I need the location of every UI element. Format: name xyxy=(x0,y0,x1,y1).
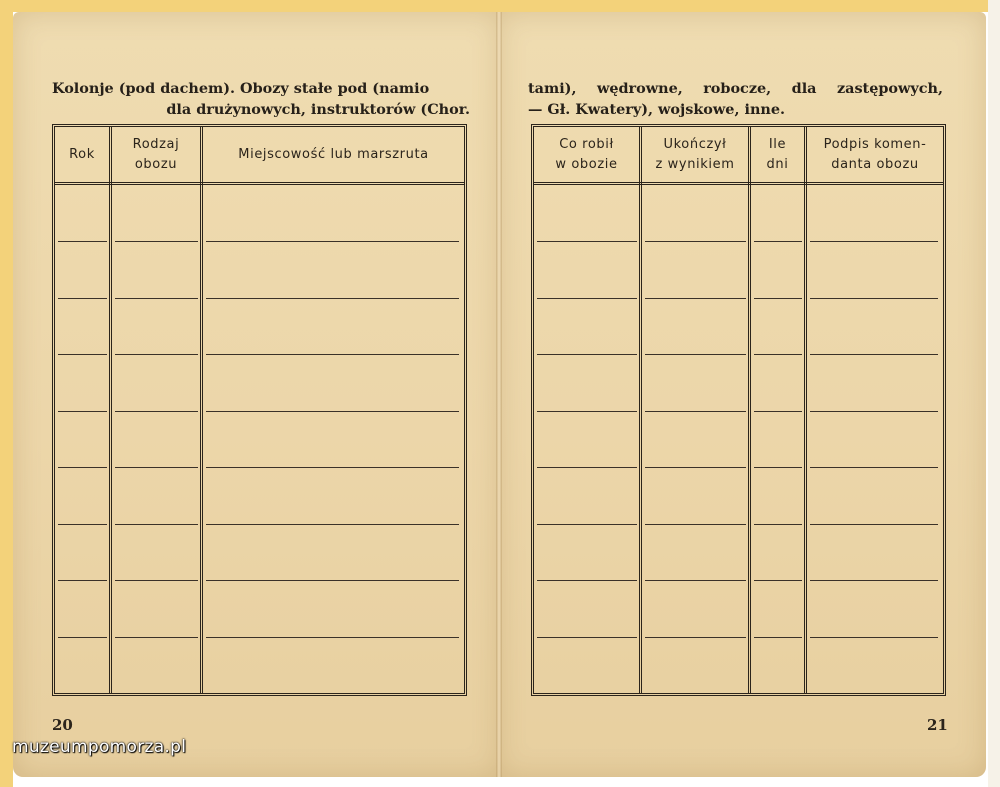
row-rule xyxy=(206,298,459,299)
row-rule xyxy=(810,241,938,242)
column-header-line: Co robił xyxy=(559,136,614,152)
row-rule xyxy=(645,524,746,525)
backdrop-top xyxy=(0,0,1000,12)
left-heading-line1: Kolonje (pod dachem). Obozy stałe pod (namio xyxy=(52,80,430,97)
left-col-divider-1 xyxy=(109,127,112,693)
column-header-line: Podpis komen- xyxy=(823,136,927,152)
row-rule xyxy=(645,580,746,581)
column-header-line: w obozie xyxy=(555,156,618,172)
row-rule xyxy=(206,241,459,242)
column-header-rodzaj-obozu xyxy=(112,127,200,182)
row-rule xyxy=(206,524,459,525)
row-rule xyxy=(537,411,637,412)
row-rule xyxy=(537,524,637,525)
right-header-divider xyxy=(534,182,943,185)
row-rule xyxy=(115,411,198,412)
backdrop-left xyxy=(0,0,13,787)
row-rule xyxy=(58,241,107,242)
column-header-line: dni xyxy=(766,156,789,172)
column-header-podpis xyxy=(807,127,943,182)
row-rule xyxy=(537,580,637,581)
row-rule xyxy=(206,467,459,468)
column-header-line: Rok xyxy=(69,146,95,162)
column-header-line: danta obozu xyxy=(831,156,919,172)
left-heading-line2: dla drużynowych, instruktorów (Chor. xyxy=(166,101,470,118)
column-header-line: Ile xyxy=(768,136,787,152)
left-camp-table xyxy=(52,124,467,696)
row-rule xyxy=(206,637,459,638)
row-rule xyxy=(537,298,637,299)
column-header-co-robil xyxy=(534,127,639,182)
row-rule xyxy=(810,580,938,581)
column-header-line: Miejscowość lub marszruta xyxy=(238,146,429,162)
right-col-divider-3 xyxy=(804,127,807,693)
column-header-line: Rodzaj xyxy=(132,136,180,152)
row-rule xyxy=(206,580,459,581)
row-rule xyxy=(645,637,746,638)
column-header-line: z wynikiem xyxy=(655,156,735,172)
row-rule xyxy=(810,637,938,638)
page-number-right: 21 xyxy=(927,716,948,734)
column-header-miejscowosc xyxy=(203,127,464,182)
column-header-line: obozu xyxy=(134,156,178,172)
row-rule xyxy=(58,411,107,412)
column-header-ile-dni xyxy=(751,127,804,182)
row-rule xyxy=(58,524,107,525)
row-rule xyxy=(58,637,107,638)
row-rule xyxy=(537,467,637,468)
row-rule xyxy=(115,241,198,242)
row-rule xyxy=(58,298,107,299)
row-rule xyxy=(754,637,802,638)
row-rule xyxy=(810,298,938,299)
row-rule xyxy=(537,637,637,638)
row-rule xyxy=(115,354,198,355)
row-rule xyxy=(206,354,459,355)
right-heading-line1: tami), wędrowne, robocze, dla zastępowych, xyxy=(528,80,943,97)
backdrop-right xyxy=(988,0,1000,787)
row-rule xyxy=(115,637,198,638)
row-rule xyxy=(115,580,198,581)
left-col-divider-2 xyxy=(200,127,203,693)
row-rule xyxy=(810,467,938,468)
row-rule xyxy=(645,354,746,355)
row-rule xyxy=(754,467,802,468)
row-rule xyxy=(58,467,107,468)
row-rule xyxy=(754,241,802,242)
row-rule xyxy=(537,354,637,355)
right-heading xyxy=(528,78,943,120)
right-heading-line2: — Gł. Kwatery), wojskowe, inne. xyxy=(528,101,786,118)
row-rule xyxy=(115,524,198,525)
row-rule xyxy=(645,241,746,242)
column-header-rok xyxy=(55,127,109,182)
row-rule xyxy=(645,467,746,468)
row-rule xyxy=(58,580,107,581)
row-rule xyxy=(206,411,459,412)
left-heading xyxy=(52,78,470,120)
row-rule xyxy=(754,580,802,581)
right-camp-table xyxy=(531,124,946,696)
row-rule xyxy=(537,241,637,242)
right-col-divider-1 xyxy=(639,127,642,693)
book-spine xyxy=(496,12,502,777)
row-rule xyxy=(645,298,746,299)
row-rule xyxy=(645,411,746,412)
left-header-divider xyxy=(55,182,464,185)
row-rule xyxy=(810,524,938,525)
row-rule xyxy=(754,354,802,355)
row-rule xyxy=(810,411,938,412)
column-header-line: Ukończył xyxy=(663,136,727,152)
row-rule xyxy=(810,354,938,355)
page-number-left: 20 xyxy=(52,716,73,734)
column-header-ukonczyl xyxy=(642,127,748,182)
row-rule xyxy=(754,411,802,412)
row-rule xyxy=(754,524,802,525)
row-rule xyxy=(115,467,198,468)
museum-watermark: muzeumpomorza.pl xyxy=(12,737,187,757)
row-rule xyxy=(58,354,107,355)
right-col-divider-2 xyxy=(748,127,751,693)
row-rule xyxy=(115,298,198,299)
row-rule xyxy=(754,298,802,299)
